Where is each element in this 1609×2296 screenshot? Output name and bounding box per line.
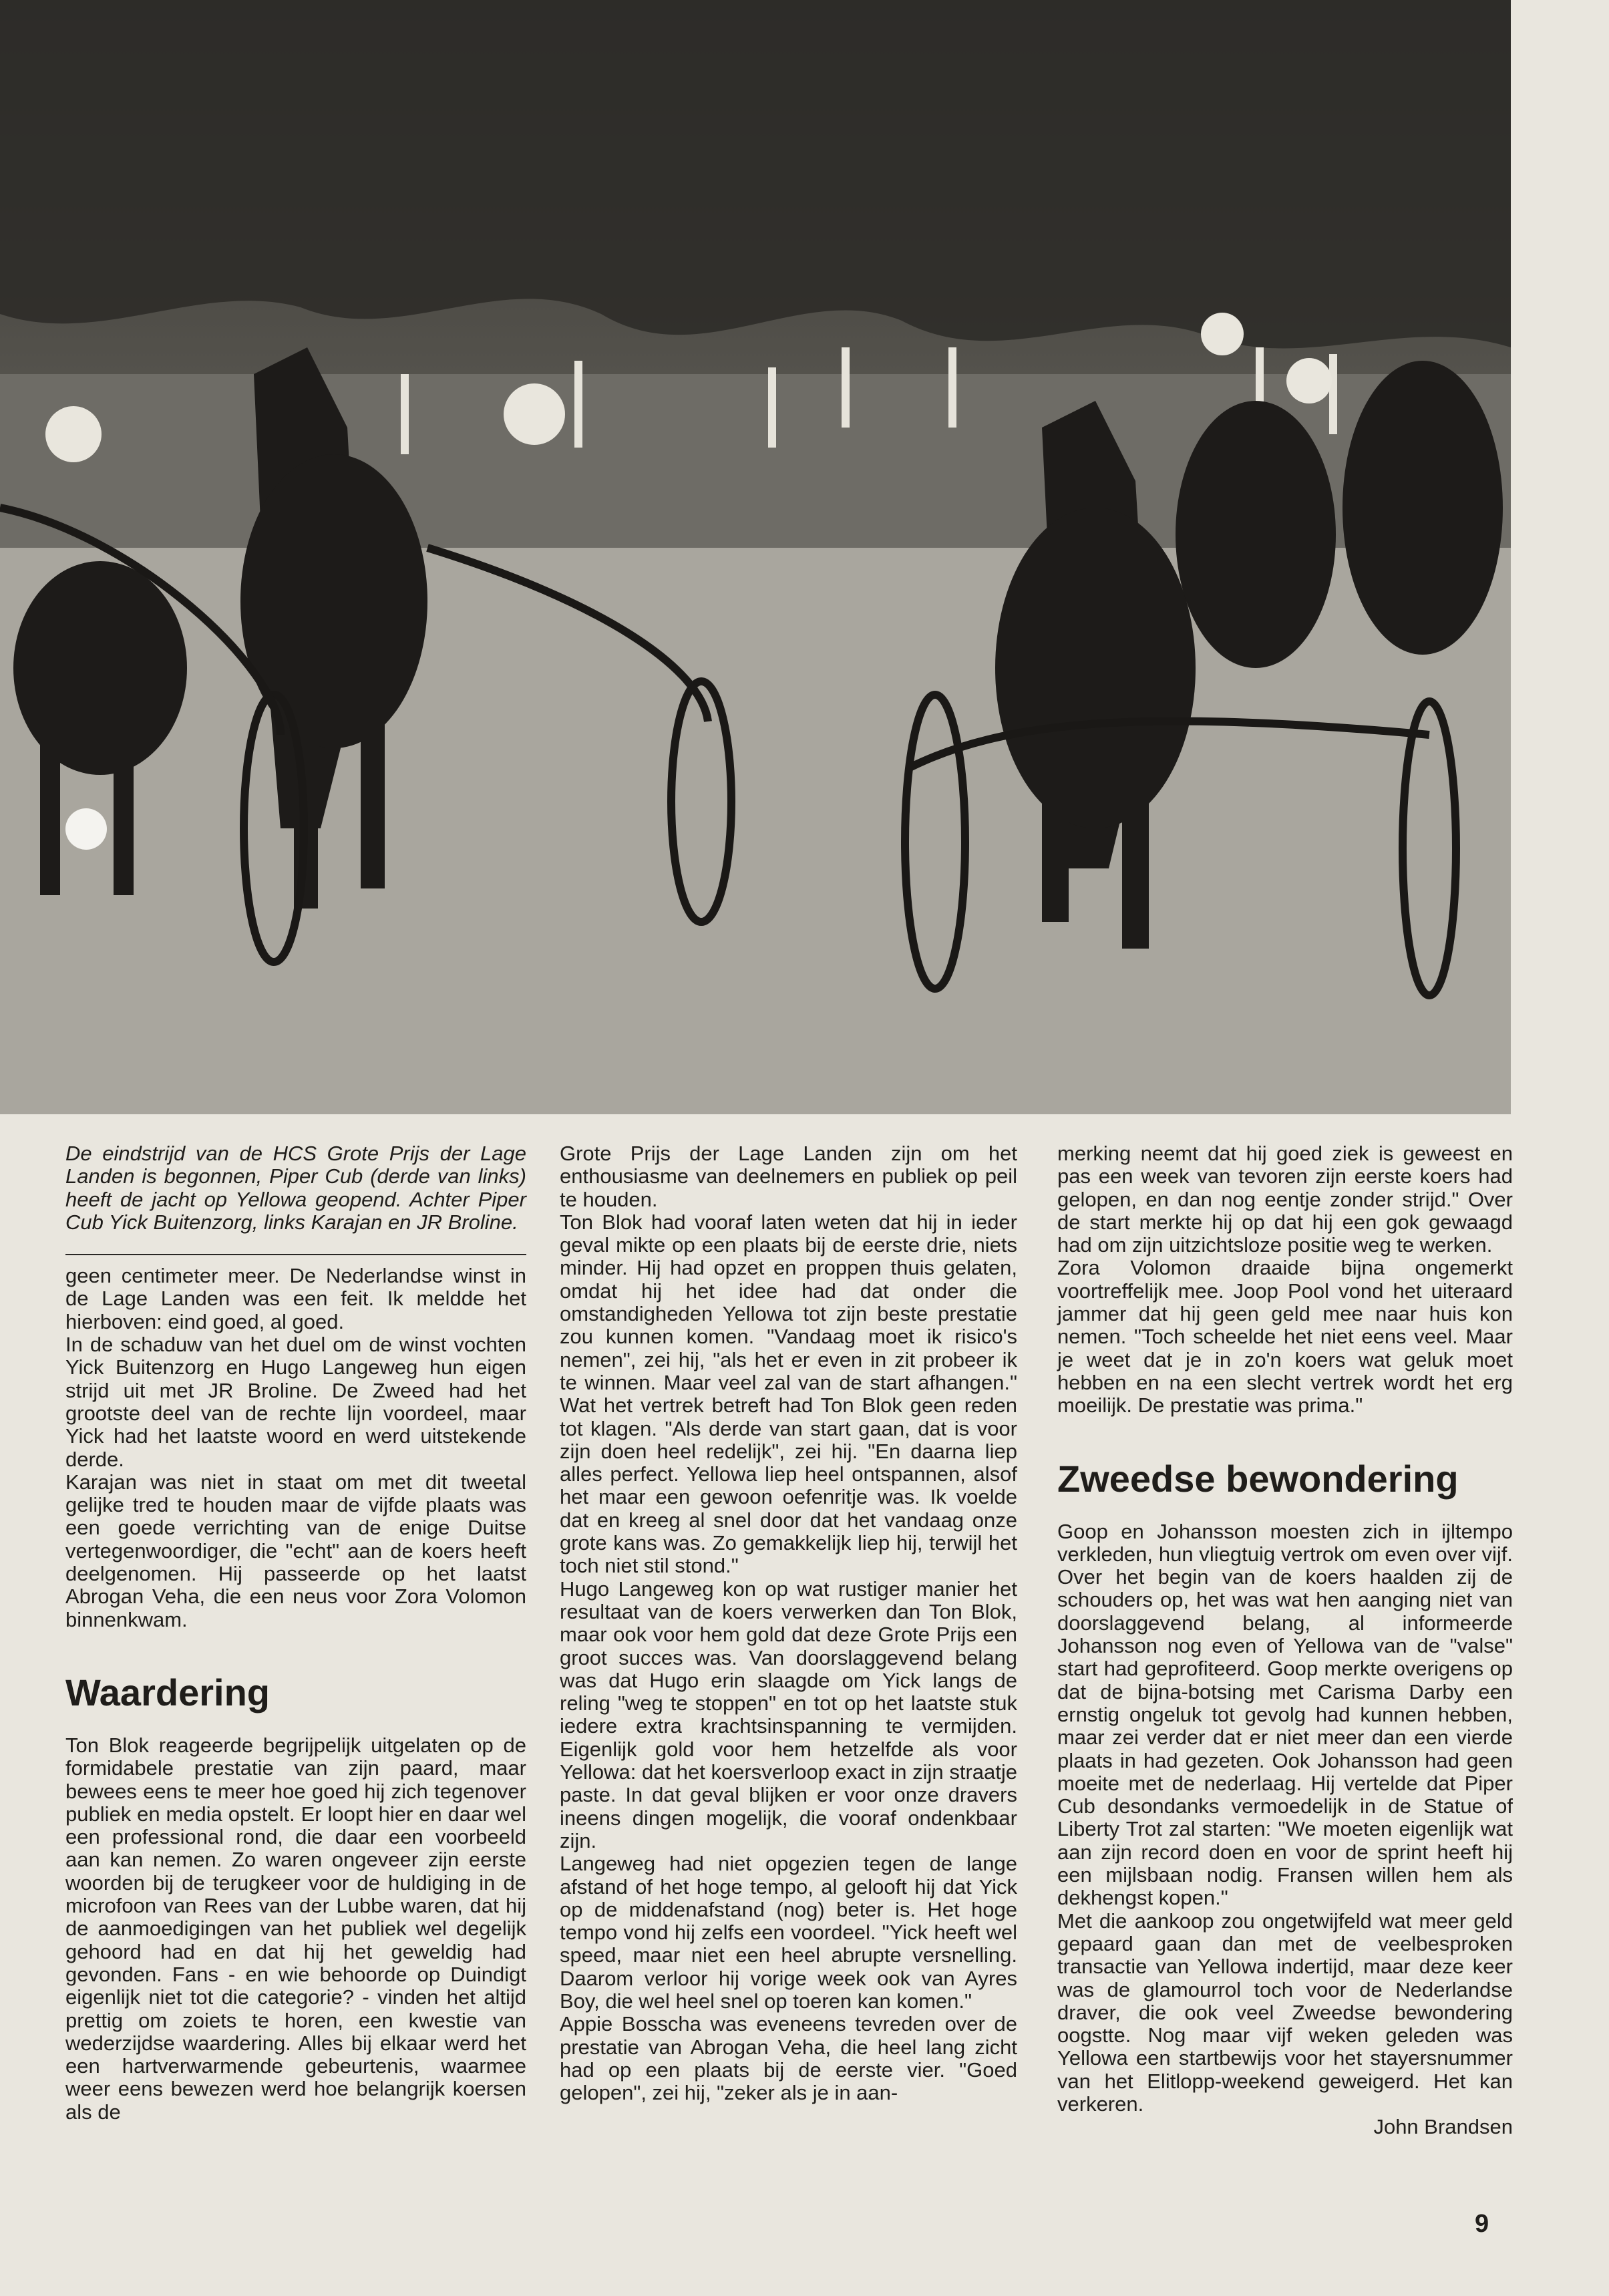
paragraph: Goop en Johansson moesten zich in ijltempo verkleden, hun vliegtuig vertrok om even over vijf. Over het begin van de koers haalden zij de schouders op, het was wat hen aanging niet van doorslaggevend belang, al informeerde Johansson nog even of Yellowa van de "valse" start had geprofiteerd. Goop merkte overigens op dat de bijna-botsing met Carisma Darby een ernstig ongeluk tot gevolg had kunnen hebben, maar zei verder dat er niet meer dan een vierde plaats in had gezeten. Ook Johansson had geen moeite met de nederlaag. Hij vertelde dat Piper Cub desondanks vermoedelijk in de Statue of Liberty Trot zal starten: "We moeten eigenlijk wat aan zijn record doen en voor de sprint heeft hij een mijlsbaan nodig. Fransen willen hem als dekhengst kopen."	[1057, 1519, 1513, 1910]
page-number: 9	[1475, 2210, 1489, 2238]
paragraph: In de schaduw van het duel om de winst vochten Yick Buitenzorg en Hugo Langeweg hun eigen strijd uit met JR Broline. De Zweed had het grootste deel van de rechte lijn voordeel, maar Yick had het laatste woord en werd uitstekende derde.	[65, 1333, 526, 1471]
author-byline: John Brandsen	[1373, 2115, 1513, 2139]
column-3	[1057, 1142, 1513, 2139]
paragraph: Karajan was niet in staat om met dit tweetal gelijke tred te houden maar de vijfde plaats was een goede verrichting van de enige Duitse vertegenwoordiger, die "echt" aan de koers heeft deelgenomen. Hij passeerde op het laatst Abrogan Veha, die een neus voor Zora Volomon binnenkwam.	[65, 1470, 526, 1631]
punch-hole	[65, 808, 107, 850]
paragraph: Zora Volomon draaide bijna ongemerkt voortreffelijk mee. Joop Pool vond het uiteraard jammer dat hij geen geld mee naar huis kon nemen. "Toch scheelde het niet eens veel. Maar je weet dat je in zo'n koers wat geluk moet hebben en na een slecht vertrek wordt het erg moeilijk. De prestatie was prima."	[1057, 1256, 1513, 1418]
column-1	[65, 1142, 526, 2124]
section-heading-zweedse-bewondering: Zweedse bewondering	[1057, 1457, 1459, 1500]
paragraph: Ton Blok reageerde begrijpelijk uitgelaten op de formidabele prestatie van zijn paard, maar bewees eens te meer hoe goed hij zich tegenover publiek en media opstelt. Er loopt hier en daar wel een professional rond, die daar een voorbeeld aan kan nemen. Zo waren ongeveer zijn eerste woorden bij de terugkeer voor de huldiging in de microfoon van Rees van der Lubbe waren, dat hij de aanmoedigingen van het publiek wel degelijk gehoord had en dat hij het geweldig had gevonden. Fans - en wie behoorde op Duindigt eigenlijk niet tot die categorie? - vinden het altijd prettig om zoiets te horen, een kwestie van wederzijdse waardering. Alles bij elkaar werd het een hartverwarmende gebeurtenis, waarmee weer eens bewezen werd hoe belangrijk koersen als de	[65, 1733, 526, 2124]
paragraph: Ton Blok had vooraf laten weten dat hij in ieder geval mikte op een plaats bij de eerste drie, niets minder. Hij had opzet en proppen thuis gelaten, omdat hij het idee had dat onder die omstandigheden Yellowa tot zijn beste prestatie zou kunnen komen. "Vandaag moet ik risico's nemen", zei hij, "als het er even in zit probeer ik te winnen. Maar veel zal van de start afhangen." Wat het vertrek betreft had Ton Blok geen reden tot klagen. "Als derde van start gaan, dat is voor zijn doen heel redelijk", zei hij. "En daarna liep alles perfect. Yellowa liep heel ontspannen, alsof het maar een gewoon oefenritje was. Ik voelde dat en kreeg al snel door dat het vandaag onze grote kans was. Zo gemakkelijk liep hij, terwijl het toch niet stil stond."	[560, 1210, 1017, 1578]
caption-divider	[65, 1254, 526, 1255]
paragraph: merking neemt dat hij goed ziek is geweest en pas een week van tevoren zijn eerste koers had gelopen, en dan nog eentje zonder strijd." Over de start merkte hij op dat hij een gok gewaagd had om zijn uitzichtsloze positie weg te werken.	[1057, 1142, 1513, 1257]
paragraph: Grote Prijs der Lage Landen zijn om het enthousiasme van deelnemers en publiek op peil te houden.	[560, 1142, 1017, 1211]
paragraph: Met die aankoop zou ongetwijfeld wat meer geld gepaard gaan dan met de veelbesproken transactie van Yellowa indertijd, maar deze keer was de glamourrol toch voor de Nederlandse draver, die ook veel Zweedse bewondering oogstte. Nog maar vijf weken geleden was Yellowa een startbewijs voor het stayersnummer van het Elitlopp-weekend geweigerd. Het kan verkeren.	[1057, 1909, 1513, 2116]
paragraph: Hugo Langeweg kon op wat rustiger manier het resultaat van de koers verwerken dan Ton Blok, maar ook voor hem gold dat deze Grote Prijs een groot succes was. Van doorslaggevend belang was dat Hugo erin slaagde om Yick langs de reling "weg te stoppen" en tot op het laatste stuk iedere extra krachtsinspanning te vermijden. Eigenlijk gold voor hem hetzelfde als voor Yellowa: dat het koersverloop exact in zijn straatje paste. In dat geval blijken er voor onze dravers ineens dingen mogelijk, die vooraf ondenkbaar zijn.	[560, 1577, 1017, 1852]
paragraph: geen centimeter meer. De Nederlandse winst in de Lage Landen was een feit. Ik meldde het hierboven: eind goed, al goed.	[65, 1264, 526, 1333]
paragraph: Appie Bosscha was eveneens tevreden over de prestatie van Abrogan Veha, die heel lang zicht had op een plaats bij de eerste vier. "Goed gelopen", zei hij, "zeker als je in aan-	[560, 2012, 1017, 2105]
harness-racing-photo-icon	[0, 0, 1511, 1114]
paragraph: Langeweg had niet opgezien tegen de lange afstand of het hoge tempo, al gelooft hij dat Yick op de middenafstand (nog) beter is. Het hoge tempo vond hij zelfs een voordeel. "Yick heeft wel speed, maar niet een heel abrupte versnelling. Daarom verloor hij vorige week ook van Ayres Boy, die wel heel snel op toeren kan komen."	[560, 1852, 1017, 2013]
section-heading-waardering: Waardering	[65, 1671, 270, 1713]
photo-caption: De eindstrijd van de HCS Grote Prijs der Lage Landen is begonnen, Piper Cub (derde van links) heeft de jacht op Yellowa geopend. Achter Piper Cub Yick Buitenzorg, links Karajan en JR Broline.	[65, 1142, 526, 1234]
race-photo	[0, 0, 1511, 1114]
column-2	[560, 1142, 1017, 2104]
